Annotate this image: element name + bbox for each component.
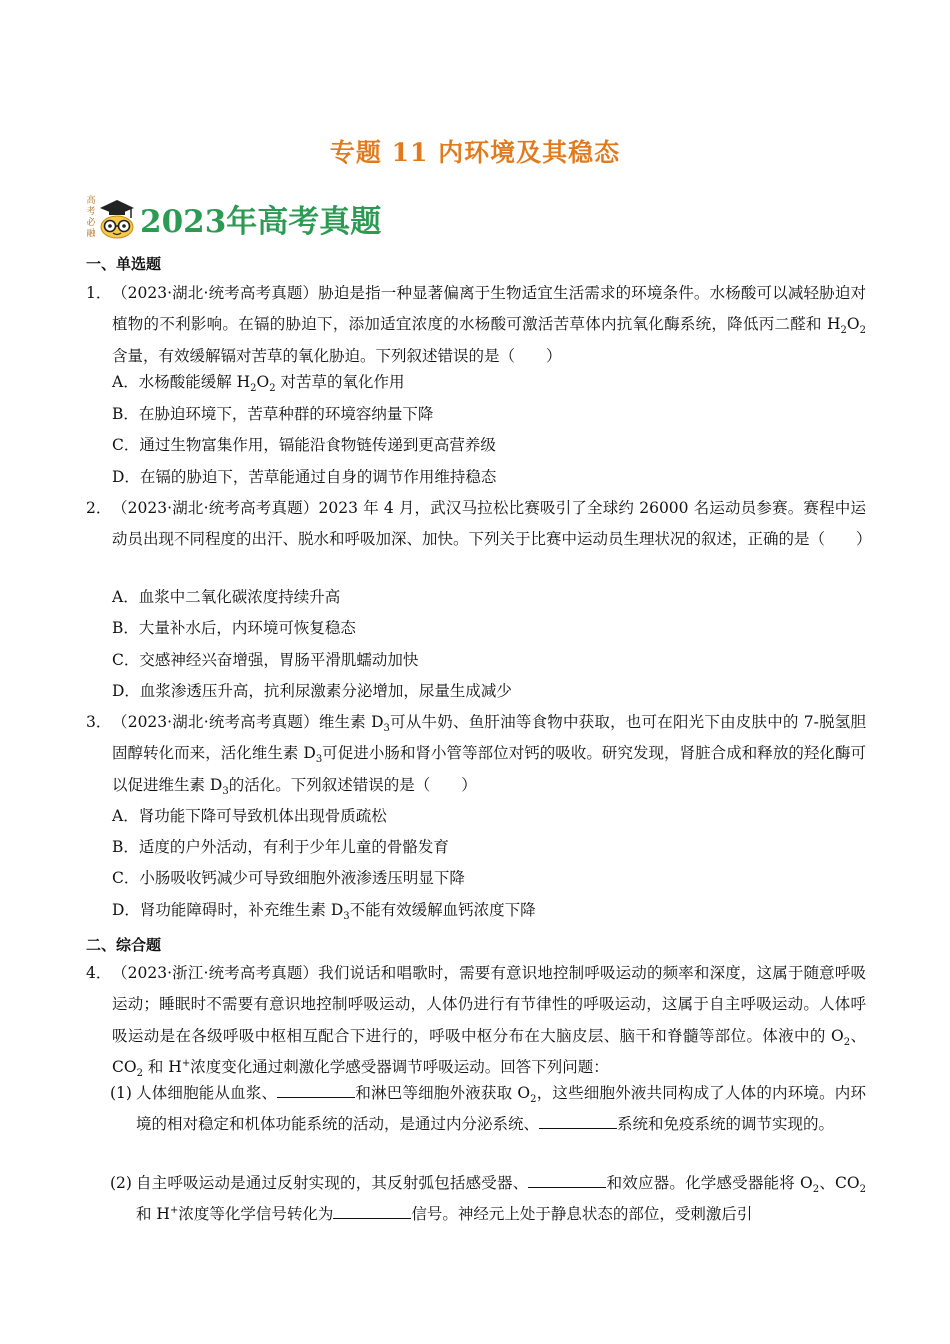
banner-title: 2023年高考真题: [140, 203, 382, 240]
option-d: D．血浆渗透压升高，抗利尿激素分泌增加，尿量生成减少: [112, 682, 512, 700]
option-c: C．交感神经兴奋增强，胃肠平滑肌蠕动加快: [112, 651, 419, 669]
answer-blank[interactable]: [333, 1204, 411, 1219]
option-b: B．在胁迫环境下，苦草种群的环境容纳量下降: [112, 405, 434, 423]
sub-question-text: 自主呼吸运动是通过反射实现的，其反射弧包括感受器、 和效应器。化学感受器能将 $O_2$、$CO_2$ 和 H+浓度等化学信号转化为 信号。神经元上处于静息状态的部位，受刺激后引: [136, 1174, 866, 1224]
sub-question-number: (2): [110, 1174, 132, 1192]
question-3: [86, 707, 866, 801]
question-2: [86, 493, 872, 556]
answer-blank[interactable]: [528, 1173, 606, 1188]
page-title: 专题 11 内环境及其稳态: [329, 138, 621, 167]
question-1: [86, 278, 866, 372]
option-c: C．通过生物富集作用，镉能沿食物链传递到更高营养级: [112, 436, 496, 454]
question-stem: （2023·湖北·统考高考真题）2023 年 4 月，武汉马拉松比赛吸引了全球约 26000 名运动员参赛。赛程中运动员出现不同程度的出汗、脱水和呼吸加深、加快。下列关于比赛中运动员生理状况的叙述，正确的是（ ）: [112, 499, 872, 549]
option-b: B．适度的户外活动，有利于少年儿童的骨骼发育: [112, 838, 449, 856]
option-a: A．水杨酸能缓解 $H_2O_2$ 对苦草的氧化作用: [112, 373, 405, 395]
sub-question-number: (1): [110, 1084, 132, 1102]
answer-blank[interactable]: [539, 1114, 617, 1129]
option-d: D．肾功能障碍时，补充维生素 $D_3$不能有效缓解血钙浓度下降: [112, 901, 536, 923]
question-number: 1．: [86, 284, 112, 302]
section-heading-comprehensive: 二、综合题: [86, 936, 162, 954]
option-c: C．小肠吸收钙减少可导致细胞外液渗透压明显下降: [112, 869, 465, 887]
question-4: [86, 958, 866, 1083]
sub-question-2: [110, 1168, 866, 1231]
banner-side-text: 高考必融: [86, 196, 96, 239]
graduate-owl-icon: [98, 196, 136, 240]
option-a: A．肾功能下降可导致机体出现骨质疏松: [112, 807, 387, 825]
answer-blank[interactable]: [277, 1083, 355, 1098]
question-stem: （2023·湖北·统考高考真题）胁迫是指一种显著偏离于生物适宜生活需求的环境条件。水杨酸可以减轻胁迫对植物的不利影响。在镉的胁迫下，添加适宜浓度的水杨酸可激活苦草体内抗氧化酶系统，降低丙二醛和 $H_2O_2$ 含量，有效缓解镉对苦草的氧化胁迫。下列叙述错误的是（ ）: [112, 284, 866, 365]
question-number: 4．: [86, 964, 112, 982]
option-d: D．在镉的胁迫下，苦草能通过自身的调节作用维持稳态: [112, 468, 497, 486]
question-number: 2．: [86, 499, 112, 517]
sub-question-1: [110, 1078, 866, 1141]
option-b: B．大量补水后，内环境可恢复稳态: [112, 619, 356, 637]
question-stem: （2023·浙江·统考高考真题）我们说话和唱歌时，需要有意识地控制呼吸运动的频率和深度，这属于随意呼吸运动；睡眠时不需要有意识地控制呼吸运动，人体仍进行有节律性的呼吸运动，这属于自主呼吸运动。人体呼吸运动是在各级呼吸中枢相互配合下进行的，呼吸中枢分布在大脑皮层、脑干和脊髓等部位。体液中的 $O_2$、$CO_2$ 和 H+浓度变化通过刺激化学感受器调节呼吸运动。回答下列问题：: [112, 964, 866, 1079]
section-heading-single-choice: 一、单选题: [86, 255, 162, 273]
section-banner: [86, 192, 381, 244]
sub-question-text: 人体细胞能从血浆、 和淋巴等细胞外液获取 $O_2$，这些细胞外液共同构成了人体的内环境。内环境的相对稳定和机体功能系统的活动，是通过内分泌系统、 系统和免疫系统的调节实现的。: [136, 1084, 866, 1134]
question-number: 3．: [86, 713, 112, 731]
option-a: A．血浆中二氧化碳浓度持续升高: [112, 588, 341, 606]
question-stem: （2023·湖北·统考高考真题）维生素 $D_3$可从牛奶、鱼肝油等食物中获取，也可在阳光下由皮肤中的 7-脱氢胆固醇转化而来，活化维生素 $D_3$可促进小肠和肾小管等部位对钙的吸收。研究发现，肾脏合成和释放的羟化酶可以促进维生素 $D_3$的活化。下列叙述错误的是（ ）: [112, 713, 867, 797]
